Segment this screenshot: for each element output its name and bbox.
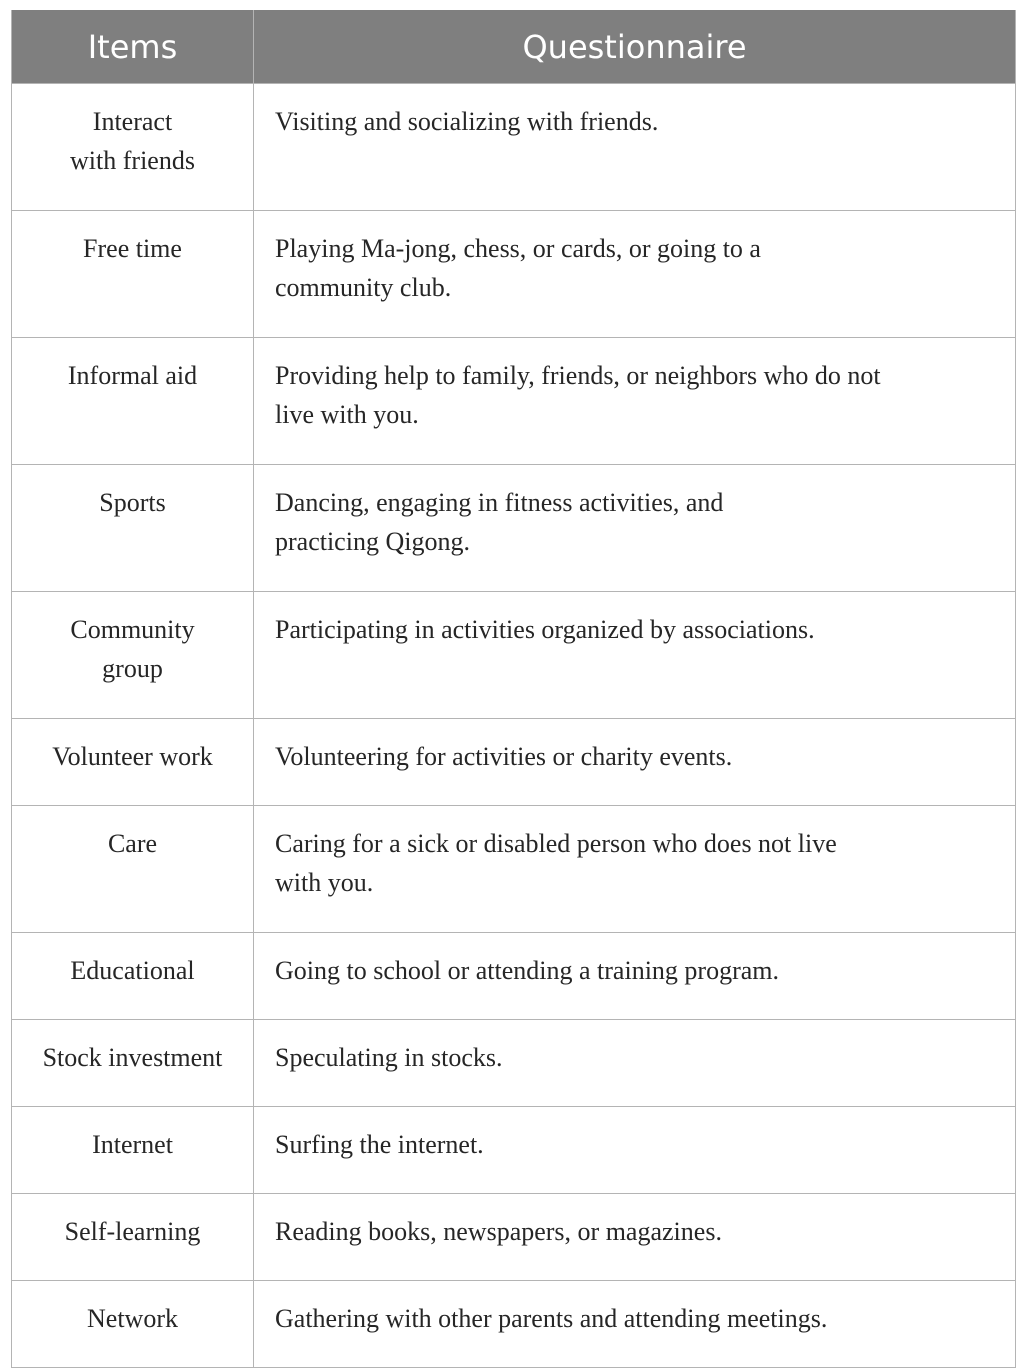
question-cell: Participating in activities organized by associations.: [254, 592, 1016, 719]
item-cell: Volunteer work: [12, 719, 254, 806]
item-cell: Care: [12, 806, 254, 933]
item-cell: Informal aid: [12, 338, 254, 465]
question-cell: Surfing the internet.: [254, 1107, 1016, 1194]
question-cell: Volunteering for activities or charity events.: [254, 719, 1016, 806]
item-cell: Network: [12, 1281, 254, 1368]
question-cell: Visiting and socializing with friends.: [254, 84, 1016, 211]
questionnaire-table: [11, 10, 1016, 1368]
header-questionnaire: Questionnaire: [254, 10, 1016, 84]
item-cell: Sports: [12, 465, 254, 592]
table-row: [12, 592, 1016, 719]
table-row: [12, 1020, 1016, 1107]
question-cell: Caring for a sick or disabled person who does not live with you.: [254, 806, 1016, 933]
item-cell: Educational: [12, 933, 254, 1020]
question-cell: Speculating in stocks.: [254, 1020, 1016, 1107]
item-cell: Free time: [12, 211, 254, 338]
question-cell: Gathering with other parents and attending meetings.: [254, 1281, 1016, 1368]
item-cell: Internet: [12, 1107, 254, 1194]
table-row: [12, 211, 1016, 338]
table-row: [12, 1281, 1016, 1368]
item-cell: Interact with friends: [12, 84, 254, 211]
question-cell: Going to school or attending a training program.: [254, 933, 1016, 1020]
question-cell: Playing Ma-jong, chess, or cards, or going to a community club.: [254, 211, 1016, 338]
header-row: [12, 10, 1016, 84]
table-row: [12, 719, 1016, 806]
table-row: [12, 84, 1016, 211]
table-row: [12, 1194, 1016, 1281]
item-cell: Stock investment: [12, 1020, 254, 1107]
table-row: [12, 465, 1016, 592]
table-row: [12, 338, 1016, 465]
item-cell: Self-learning: [12, 1194, 254, 1281]
questionnaire-table-container: [11, 10, 1015, 1368]
table-row: [12, 1107, 1016, 1194]
table-row: [12, 933, 1016, 1020]
question-cell: Providing help to family, friends, or neighbors who do not live with you.: [254, 338, 1016, 465]
question-cell: Reading books, newspapers, or magazines.: [254, 1194, 1016, 1281]
table-row: [12, 806, 1016, 933]
item-cell: Community group: [12, 592, 254, 719]
header-items: Items: [12, 10, 254, 84]
question-cell: Dancing, engaging in fitness activities, and practicing Qigong.: [254, 465, 1016, 592]
